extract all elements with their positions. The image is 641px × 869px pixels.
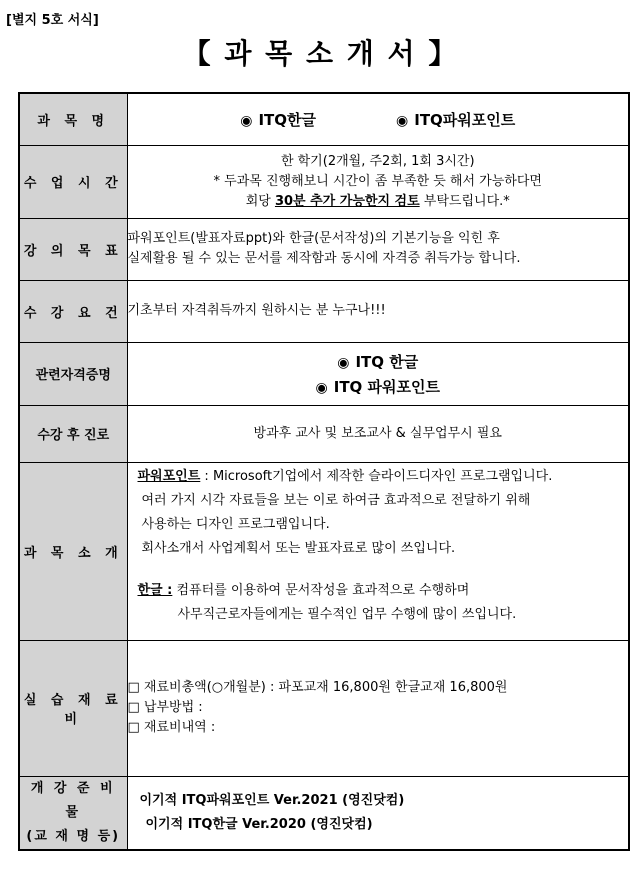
hwp-intro-text: 컴퓨터를 이용하여 문서작성을 효과적으로 수행하며 xyxy=(172,582,470,598)
request-text-end: 부탁드립니다.* xyxy=(419,193,510,209)
row-textbook xyxy=(19,776,629,850)
hwp-intro-title: 한글 : xyxy=(137,582,173,598)
class-time-line: 한 학기(2개월, 주2회, 1회 3시간) xyxy=(280,153,475,169)
lecture-goal-value xyxy=(127,218,629,280)
request-emphasis: 30분 추가 가능한지 검토 xyxy=(274,193,420,209)
row-lecture-goal xyxy=(19,218,629,280)
row-materials xyxy=(19,640,629,776)
row-career xyxy=(19,405,629,462)
textbook-label xyxy=(19,776,127,850)
certificate-item-powerpoint xyxy=(128,376,629,397)
row-subject-name xyxy=(19,93,629,145)
row-requirement xyxy=(19,280,629,342)
career-label: 수강 후 진로 xyxy=(19,405,127,462)
radio-selected-icon: ◉ xyxy=(396,112,409,129)
subject-option-text: ITQ한글 xyxy=(258,110,317,129)
textbook-value xyxy=(127,776,629,850)
radio-selected-icon: ◉ xyxy=(240,112,253,129)
certificate-text: ITQ 한글 xyxy=(355,352,419,371)
document-title: 【 과 목 소 개 서 】 xyxy=(182,37,459,70)
goal-line: 실제활용 될 수 있는 문서를 제작함과 동시에 자격증 취득가능 합니다. xyxy=(127,251,521,266)
row-subject-intro xyxy=(19,462,629,640)
certificate-label: 관련자격증명 xyxy=(19,342,127,405)
subject-intro-table xyxy=(18,92,630,851)
radio-selected-icon: ◉ xyxy=(315,379,328,396)
subject-option-hangul xyxy=(240,109,316,130)
class-time-value xyxy=(127,145,629,218)
textbook-label-line2: (교 재 명 등) xyxy=(26,828,121,844)
materials-payment: □ 납부방법 : xyxy=(127,700,203,715)
ppt-intro-title: 파워포인트 xyxy=(137,468,201,484)
class-time-label: 수 업 시 간 xyxy=(19,145,127,218)
ppt-intro-line: 사용하는 디자인 프로그램입니다. xyxy=(141,516,330,532)
subject-option-text: ITQ파워포인트 xyxy=(414,110,516,129)
ppt-intro-text: : Microsoft기업에서 제작한 슬라이드디자인 프로그램입니다. xyxy=(200,468,553,484)
subject-name-value xyxy=(127,93,629,145)
materials-breakdown: □ 재료비내역 : xyxy=(127,720,216,735)
subject-option-powerpoint xyxy=(396,109,515,130)
ppt-intro-line: 여러 가지 시각 자료들을 보는 이로 하여금 효과적으로 전달하기 위해 xyxy=(141,492,531,508)
radio-selected-icon: ◉ xyxy=(337,354,350,371)
materials-total: □ 재료비총액(○개월분) : 파포교재 16,800원 한글교재 16,800원 xyxy=(127,680,508,695)
request-text: 회당 xyxy=(245,193,275,209)
requirement-value: 기초부터 자격취득까지 원하시는 분 누구나!!! xyxy=(127,280,629,342)
row-certificate xyxy=(19,342,629,405)
hwp-intro-line: 사무직근로자들에게는 필수적인 업무 수행에 많이 쓰입니다. xyxy=(177,606,517,622)
ppt-intro-line: 회사소개서 사업계획서 또는 발표자료로 많이 쓰입니다. xyxy=(141,540,456,556)
goal-line: 파워포인트(발표자료ppt)와 한글(문서작성)의 기본기능을 익힌 후 xyxy=(127,231,500,246)
certificate-text: ITQ 파워포인트 xyxy=(333,377,440,396)
requirement-label: 수 강 요 건 xyxy=(19,280,127,342)
textbook-item: 이기적 ITQ파워포인트 Ver.2021 (영진닷컴) xyxy=(139,792,405,808)
textbook-item: 이기적 ITQ한글 Ver.2020 (영진닷컴) xyxy=(145,816,373,832)
subject-intro-value xyxy=(127,462,629,640)
hwp-intro-line xyxy=(138,581,629,601)
subject-name-label: 과 목 명 xyxy=(19,93,127,145)
certificate-value xyxy=(127,342,629,405)
career-value: 방과후 교사 및 보조교사 & 실무업무시 필요 xyxy=(127,405,629,462)
class-time-request xyxy=(128,192,629,212)
lecture-goal-label: 강 의 목 표 xyxy=(19,218,127,280)
ppt-intro-line xyxy=(138,467,629,487)
textbook-label-line1: 개 강 준 비 물 xyxy=(30,780,116,820)
certificate-item-hangul xyxy=(128,351,629,372)
materials-value xyxy=(127,640,629,776)
class-time-note: * 두과목 진행해보니 시간이 좀 부족한 듯 해서 가능하다면 xyxy=(213,173,542,189)
materials-label: 실 습 재 료 비 xyxy=(19,640,127,776)
row-class-time xyxy=(19,145,629,218)
subject-intro-label: 과 목 소 개 xyxy=(19,462,127,640)
form-number-label: [별지 5호 서식] xyxy=(6,13,99,28)
